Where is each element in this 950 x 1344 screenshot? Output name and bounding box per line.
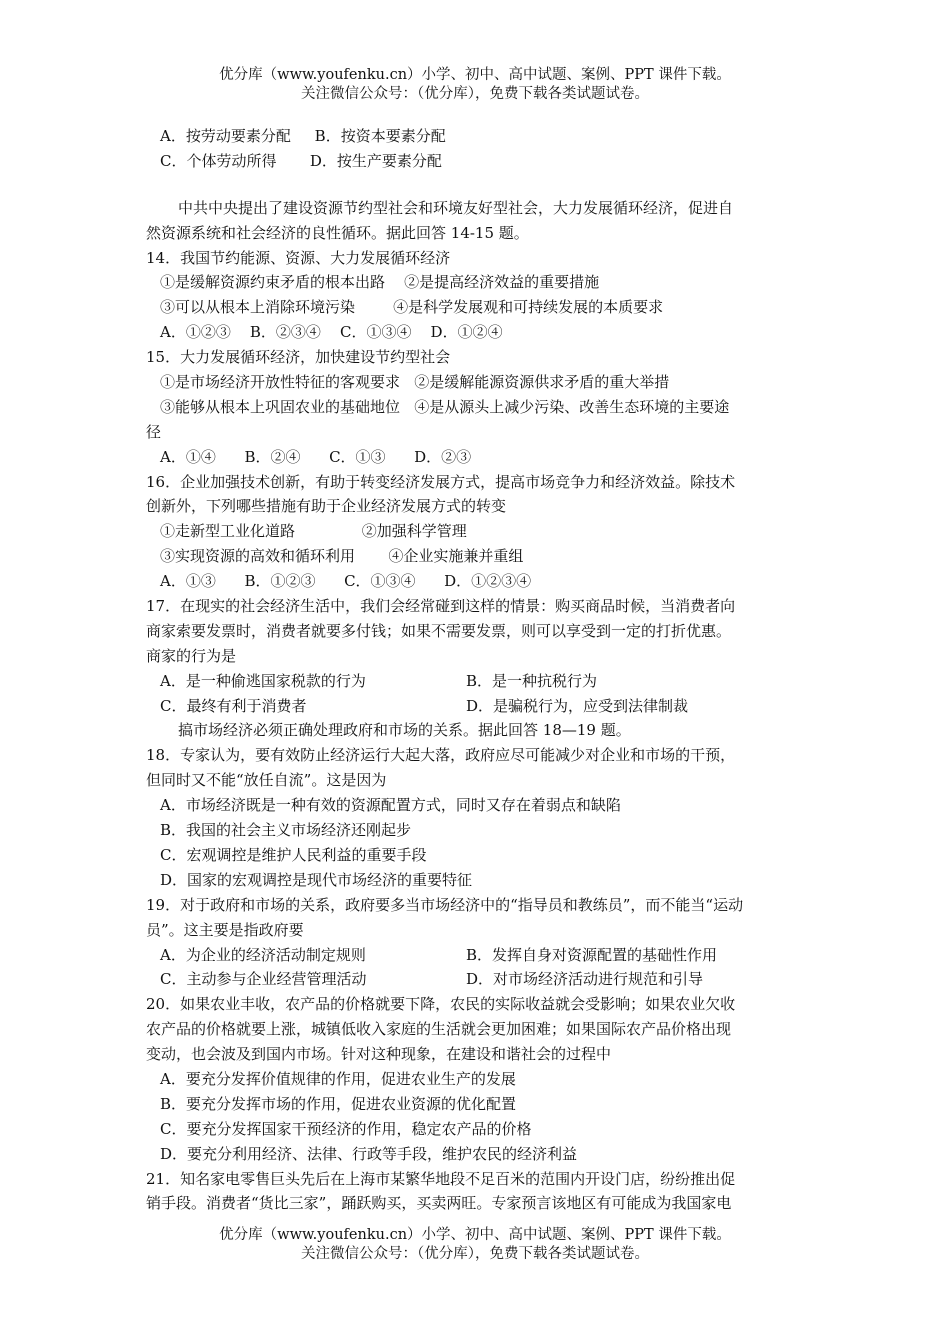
- statement-row: ①是市场经济开放性特征的客观要求 ②是缓解能源资源供求矛盾的重大举措: [160, 373, 670, 392]
- statement-continuation: 径: [146, 422, 162, 441]
- statement-row: ①是缓解资源约束矛盾的根本出路 ②是提高经济效益的重要措施: [160, 273, 600, 292]
- footer-line-1: 优分库（www.youfenku.cn）小学、初中、高中试题、案例、PPT 课件下载。: [219, 1227, 731, 1243]
- option-c: C．最终有利于消费者: [160, 696, 307, 715]
- option-row: C．个体劳动所得 D．按生产要素分配: [160, 151, 442, 170]
- statement-row: ③可以从根本上消除环境污染 ④是科学发展观和可持续发展的本质要求: [160, 298, 664, 317]
- question-stem: 14．我国节约能源、资源、大力发展循环经济: [146, 248, 451, 267]
- exam-body: [146, 124, 810, 1216]
- question-14: [146, 246, 810, 346]
- option-c: C．要充分发挥国家干预经济的作用，稳定农产品的价格: [160, 1119, 532, 1138]
- question-16: [146, 470, 810, 594]
- option-a: A．为企业的经济活动制定规则: [160, 945, 366, 964]
- option-a: A．是一种偷逃国家税款的行为: [160, 671, 366, 690]
- option-d: D．是骗税行为，应受到法律制裁: [466, 696, 689, 715]
- question-stem: 18．专家认为，要有效防止经济运行大起大落，政府应尽可能减少对企业和市场的干预，: [146, 746, 736, 765]
- question-15: [146, 345, 810, 469]
- option-row: [146, 669, 810, 694]
- page-footer: [0, 1226, 950, 1264]
- question-18: [146, 743, 810, 892]
- option-d: D．对市场经济活动进行规范和引导: [466, 970, 704, 989]
- statement-row: ③能够从根本上巩固农业的基础地位 ④是从源头上减少污染、改善生态环境的主要途: [160, 397, 730, 416]
- intro-line: 然资源系统和社会经济的良性循环。据此回答 14-15 题。: [146, 223, 529, 242]
- header-line-2: 关注微信公众号：（优分库），免费下载各类试题试卷。: [301, 86, 649, 102]
- intro-line: 中共中央提出了建设资源节约型社会和环境友好型社会，大力发展循环经济，促进自: [178, 198, 734, 217]
- question-stem: 农产品的价格就要上涨，城镇低收入家庭的生活就会更加困难；如果国际农产品价格出现: [146, 1020, 732, 1039]
- option-b: B．发挥自身对资源配置的基础性作用: [466, 945, 718, 964]
- question-stem: 但同时又不能“放任自流”。这是因为: [146, 771, 387, 790]
- question-stem: 员”。这主要是指政府要: [146, 920, 304, 939]
- option-row: A．①④ B．②④ C．①③ D．②③: [160, 447, 472, 466]
- option-row: [146, 967, 810, 992]
- question-stem: 商家的行为是: [146, 646, 237, 665]
- option-row: A．①③ B．①②③ C．①③④ D．①②③④: [160, 572, 532, 591]
- footer-line-2: 关注微信公众号：（优分库），免费下载各类试题试卷。: [301, 1246, 649, 1262]
- question-17: [146, 594, 810, 718]
- statement-row: ③实现资源的高效和循环利用 ④企业实施兼并重组: [160, 547, 524, 566]
- question-stem: 20．如果农业丰收，农产品的价格就要下降，农民的实际收益就会受影响；如果农业欠收: [146, 995, 736, 1014]
- option-a: A．市场经济既是一种有效的资源配置方式，同时又存在着弱点和缺陷: [160, 796, 621, 815]
- question-stem: 变动，也会波及到国内市场。针对这种现象，在建设和谐社会的过程中: [146, 1045, 612, 1064]
- option-a: A．要充分发挥价值规律的作用，促进农业生产的发展: [160, 1069, 516, 1088]
- question-stem: 16．企业加强技术创新，有助于转变经济发展方式，提高市场竞争力和经济效益。除技术: [146, 472, 736, 491]
- option-row: [146, 694, 810, 719]
- option-row: A．按劳动要素分配 B．按资本要素分配: [160, 127, 446, 145]
- question-stem: 21．知名家电零售巨头先后在上海市某繁华地段不足百米的范围内开设门店，纷纷推出促: [146, 1169, 736, 1188]
- question-stem: 创新外，下列哪些措施有助于企业经济发展方式的转变: [146, 497, 507, 516]
- option-b: B．我国的社会主义市场经济还刚起步: [160, 821, 412, 840]
- header-line-1: 优分库（www.youfenku.cn）小学、初中、高中试题、案例、PPT 课件下载。: [219, 67, 731, 83]
- intro-18-19: 搞市场经济必须正确处理政府和市场的关系。据此回答 18—19 题。: [178, 721, 631, 740]
- question-stem: 17．在现实的社会经济生活中，我们会经常碰到这样的情景：购买商品时候，当消费者向: [146, 597, 736, 616]
- question-20: [146, 992, 810, 1166]
- option-b: B．是一种抗税行为: [466, 671, 598, 690]
- option-c: C．宏观调控是维护人民利益的重要手段: [160, 845, 427, 864]
- option-c: C．主动参与企业经营管理活动: [160, 970, 367, 989]
- question-stem: 商家索要发票时，消费者就要多付钱；如果不需要发票，则可以享受到一定的打折优惠。: [146, 621, 732, 640]
- intro-14-15: [146, 196, 810, 246]
- option-row: A．①②③ B．②③④ C．①③④ D．①②④: [160, 323, 503, 342]
- question-19: [146, 893, 810, 993]
- option-b: B．要充分发挥市场的作用，促进农业资源的优化配置: [160, 1094, 517, 1113]
- question-21: [146, 1167, 810, 1217]
- option-row: [146, 943, 810, 968]
- question-stem: 销手段。消费者“货比三家”，踊跃购买，买卖两旺。专家预言该地区有可能成为我国家电: [146, 1194, 732, 1213]
- page-header: [0, 66, 950, 104]
- question-stem: 19．对于政府和市场的关系，政府要多当市场经济中的“指导员和教练员”，而不能当“运动: [146, 895, 744, 914]
- option-d: D．国家的宏观调控是现代市场经济的重要特征: [160, 870, 473, 889]
- question-stem: 15．大力发展循环经济，加快建设节约型社会: [146, 348, 451, 367]
- option-d: D．要充分利用经济、法律、行政等手段，维护农民的经济利益: [160, 1144, 578, 1163]
- question-13-options: [146, 124, 810, 174]
- statement-row: ①走新型工业化道路 ②加强科学管理: [160, 522, 467, 541]
